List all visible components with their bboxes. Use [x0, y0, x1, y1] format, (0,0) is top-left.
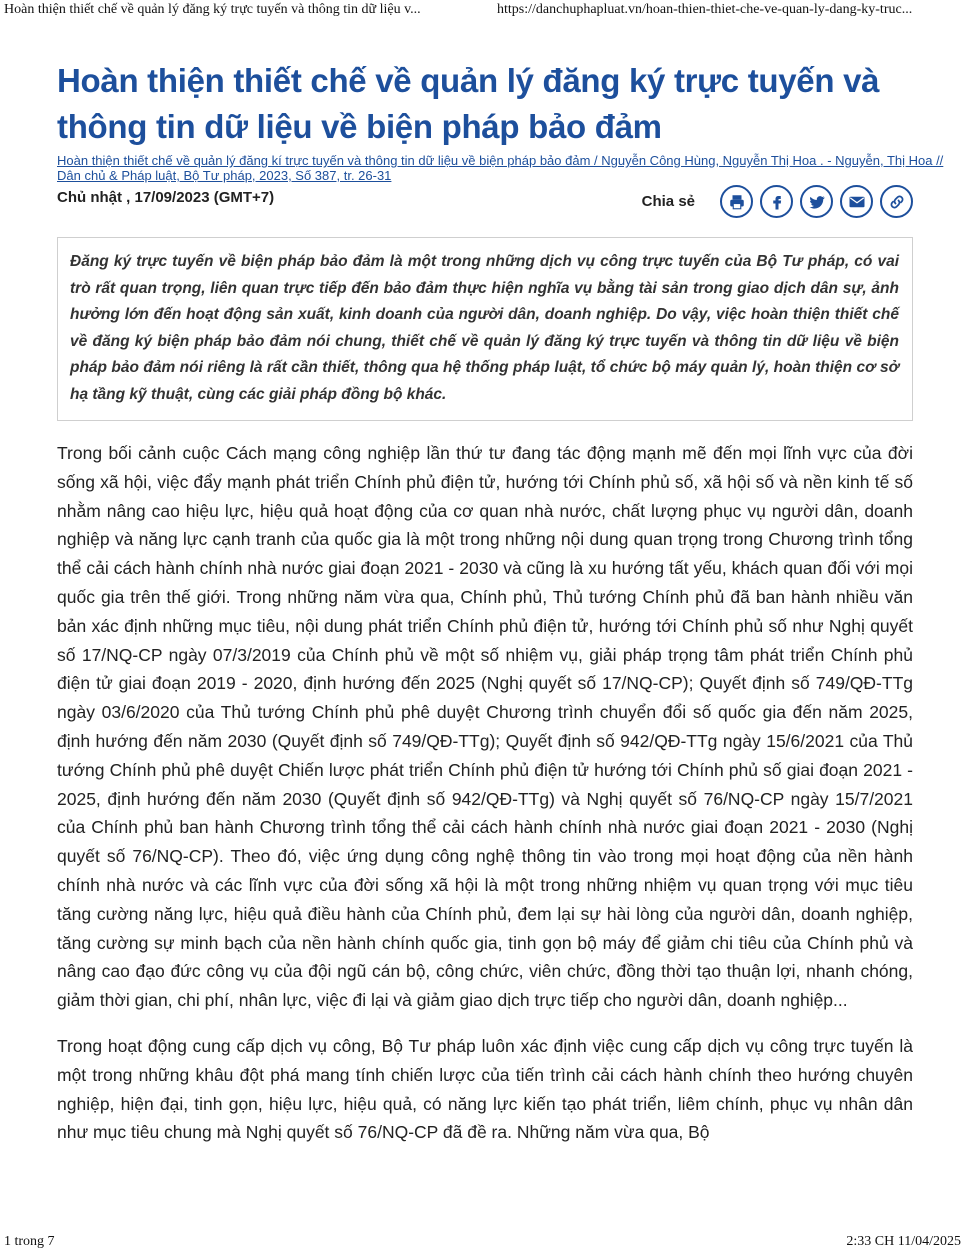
print-timestamp: 2:33 CH 11/04/2025 — [846, 1234, 961, 1249]
article-title: Hoàn thiện thiết chế về quản lý đăng ký trực tuyến và thông tin dữ liệu về biện pháp bảo đảm — [57, 62, 880, 145]
printer-icon[interactable] — [720, 185, 753, 218]
email-icon[interactable] — [840, 185, 873, 218]
print-header — [0, 2, 969, 20]
body-paragraph: Trong hoạt động cung cấp dịch vụ công, Bộ Tư pháp luôn xác định việc cung cấp dịch vụ công trực tuyến là một trong những khâu đột phá mang tính chiến lược của tiến trình cải cách hành chính theo hướng chuyên nghiệp, hiện đại, tinh gọn, hiệu lực, hiệu quả, có năng lực kiến tạo phát triển, liêm chính, phục vụ nhân dân như mục tiêu chung mà Nghị quyết số 76/NQ-CP đã đề ra. Những năm vừa qua, Bộ — [57, 1035, 913, 1143]
article-summary: Đăng ký trực tuyến về biện pháp bảo đảm là một trong những dịch vụ công trực tuyến của Bộ Tư pháp, có vai trò rất quan trọng, liên quan trực tiếp đến bảo đảm thực hiện nghĩa vụ bằng tài sản trong giao dịch dân sự, ảnh hưởng lớn đến hoạt động sản xuất, kinh doanh của người dân, doanh nghiệp. Do vậy, việc hoàn thiện thiết chế về đăng ký biện pháp bảo đảm nói chung, thiết chế về quản lý đăng ký trực tuyến và thông tin dữ liệu về biện pháp bảo đảm nói riêng là rất cần thiết, thông qua hệ thống pháp luật, tổ chức bộ máy quản lý, hoàn thiện cơ sở hạ tầng kỹ thuật, cùng các giải pháp đồng bộ khác. — [57, 237, 913, 421]
twitter-icon[interactable] — [800, 185, 833, 218]
meta-row — [57, 185, 913, 225]
link-icon[interactable] — [880, 185, 913, 218]
print-url[interactable]: https://danchuphapluat.vn/hoan-thien-thiet-che-ve-quan-ly-dang-ky-truc... — [497, 2, 913, 17]
publish-date: Chủ nhật , 17/09/2023 (GMT+7) — [57, 189, 275, 206]
print-footer — [0, 1234, 969, 1252]
print-page-title: Hoàn thiện thiết chế về quản lý đăng ký trực tuyến và thông tin dữ liệu v... — [4, 2, 421, 17]
share-bar — [642, 185, 913, 218]
article-citation[interactable]: Hoàn thiện thiết chế về quản lý đăng kí trực tuyến và thông tin dữ liệu về biện pháp bảo đảm / Nguyễn Công Hùng, Nguyễn Thị Hoa . - Nguyễn, Thị Hoa // Dân chủ & Pháp luật, Bộ Tư pháp, 2023, Số 387, tr. 26-31 — [57, 153, 944, 183]
page-indicator: 1 trong 7 — [4, 1234, 55, 1249]
article-body — [57, 439, 913, 1147]
share-label: Chia sẻ — [641, 193, 695, 210]
body-paragraph: Trong bối cảnh cuộc Cách mạng công nghiệp lần thứ tư đang tác động mạnh mẽ đến mọi lĩnh vực của đời sống xã hội, việc đẩy mạnh phát triển Chính phủ điện tử, hướng tới Chính phủ số, xã hội số và nền kinh tế số nhằm nâng cao hiệu lực, hiệu quả hoạt động của cơ quan nhà nước, chất lượng phục vụ người dân, doanh nghiệp và năng lực cạnh tranh của quốc gia là một trong những nội dung quan trọng trong Chương trình tổng thể cải cách hành chính nhà nước giai đoạn 2021 - 2030 và cũng là xu hướng tất yếu, khách quan đối với mọi quốc gia trên thế giới. Trong những năm vừa qua, Chính phủ, Thủ tướng Chính phủ đã ban hành nhiều văn bản xác định những mục tiêu, nội dung phát triển Chính phủ điện tử, hướng tới Chính phủ số như Nghị quyết số 17/NQ-CP ngày 07/3/2019 của Chính phủ về một số nhiệm vụ, giải pháp trọng tâm phát triển Chính phủ điện tử giai đoạn 2019 - 2020, định hướng đến 2025 (Nghị quyết số 17/NQ-CP); Quyết định số 749/QĐ-TTg ngày 03/6/2020 của Thủ tướng Chính phủ phê duyệt Chương trình chuyển đổi số quốc gia đến năm 2025, định hướng đến năm 2030 (Quyết định số 749/QĐ-TTg); Quyết định số 942/QĐ-TTg ngày 15/6/2021 của Thủ tướng Chính phủ phê duyệt Chiến lược phát triển Chính phủ điện tử hướng tới Chính phủ số giai đoạn 2021 - 2025, định hướng đến năm 2030 (Quyết định số 942/QĐ-TTg) và Nghị quyết số 76/NQ-CP ngày 15/7/2021 của Chính phủ ban hành Chương trình tổng thể cải cách hành chính nhà nước giai đoạn 2021 - 2030 (Nghị quyết số 76/NQ-CP). Theo đó, việc ứng dụng công nghệ thông tin vào trong mọi hoạt động của nền hành chính nhà nước và các lĩnh vực của đời sống xã hội là một trong những nhiệm vụ quan trọng với mục tiêu tăng cường năng lực, hiệu quả điều hành của Chính phủ, đem lại sự hài lòng của người dân, doanh nghiệp, tăng cường sự minh bạch của nền hành chính quốc gia, tinh gọn bộ máy để giảm chi tiêu của Chính phủ và nâng cao đạo đức công vụ của đội ngũ cán bộ, công chức, viên chức, đồng thời tạo thuận lợi, nhanh chóng, giảm thời gian, chi phí, nhân lực, việc đi lại và giảm giao dịch trực tiếp cho người dân, doanh nghiệp... — [57, 443, 913, 1011]
article — [57, 58, 944, 1164]
facebook-icon[interactable] — [760, 185, 793, 218]
